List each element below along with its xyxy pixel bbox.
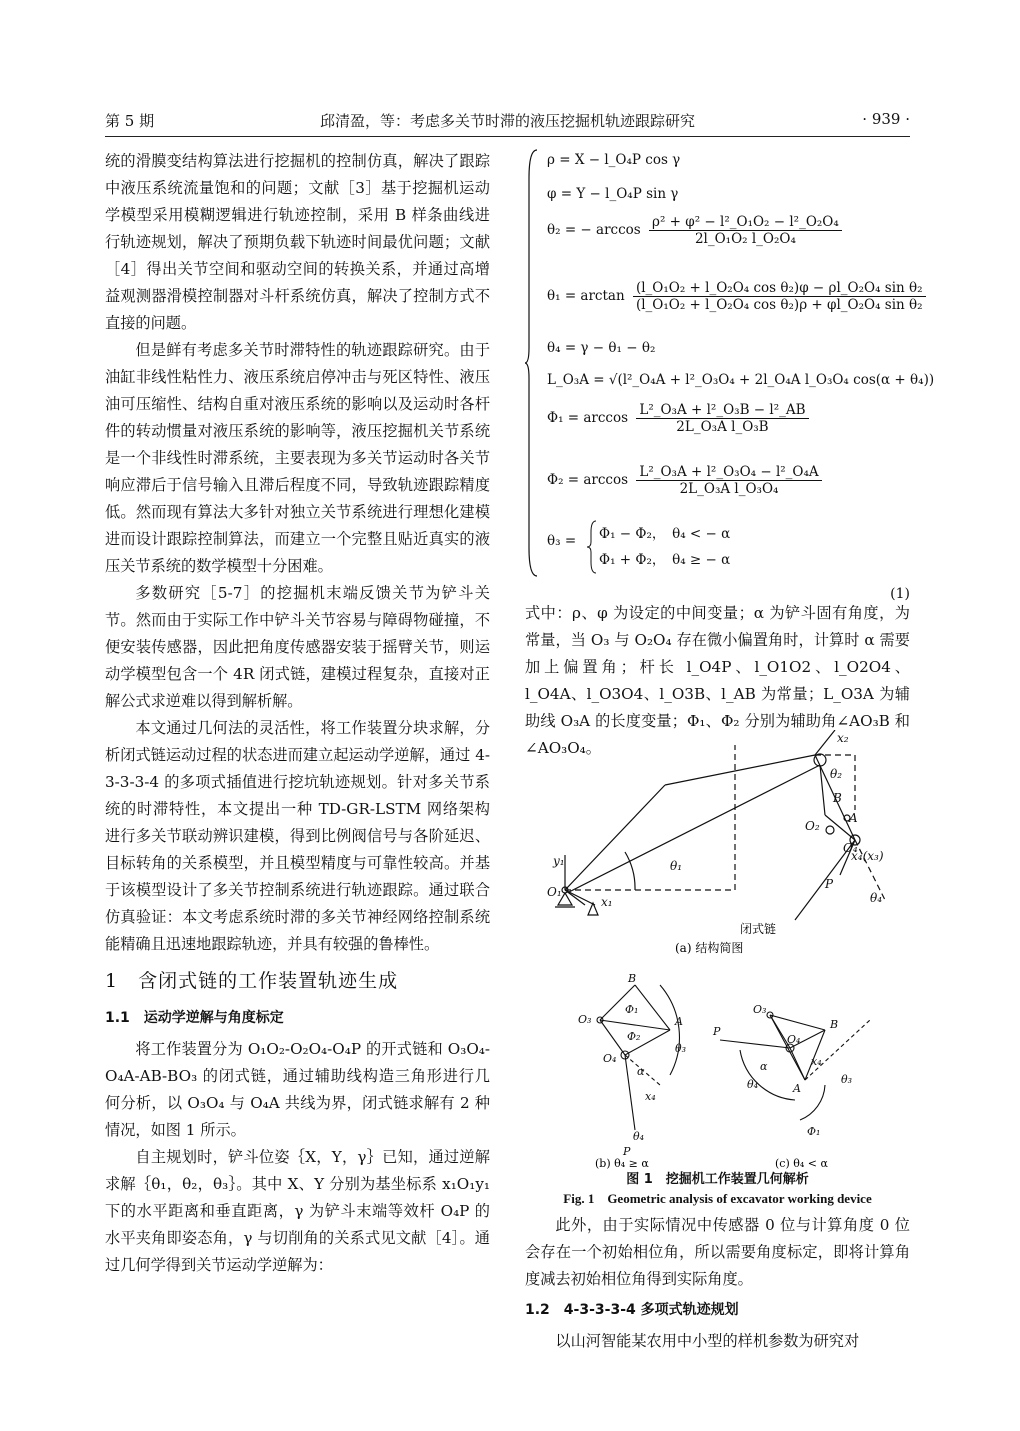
eq-theta4: θ₄ = γ − θ₁ − θ₂ [547, 340, 656, 356]
figure-caption-en: Fig. 1 Geometric analysis of excavator working device [563, 1191, 872, 1206]
structure-diagram [555, 730, 885, 920]
c-x4: x₄ [811, 1055, 822, 1068]
left-column [105, 148, 490, 1279]
eq-phi1-num: L²_O₃A + l²_O₃B − l²_AB [636, 402, 808, 419]
eq-phi1-lhs: Φ₁ = arccos [547, 410, 629, 426]
eq-phi2-num: L²_O₃A + l²_O₃O₄ − l²_O₄A [636, 464, 821, 481]
paragraph: 将工作装置分为 O₁O₂-O₂O₄-O₄P 的开式链和 O₃O₄-O₄A-AB-BO₃ 的闭式链，通过辅助线构造三角形进行几何分析，以 O₃O₄ 与 O₄A 共线为界，闭式链求解有 2 种情况，如图 1 所示。 [105, 1040, 490, 1139]
paragraph: 以山河智能某农用中小型的样机参数为研究对 [555, 1332, 860, 1350]
paragraph: 本文通过几何法的灵活性，将工作装置分块求解，分析闭式链运动过程的状态进而建立起运动学逆解，通过 4-3-3-3-4 的多项式插值进行挖坑轨迹规划。针对多关节系统的时滞特性，本文提出一种 TD-GR-LSTM 网络架构进行多关节联动辨识建模，得到比例阀信号与各阶延迟、目标转角的关系模型，并且模型精度与可靠性较高。并基于该模型设计了多关节控制系统进行轨迹跟踪。通过联合仿真验证：本文考虑系统时滞的多关节神经网络控制系统能精确且迅速地跟踪轨迹，并具有较强的鲁棒性。 [105, 719, 490, 953]
caption-c: (c) θ₄ < α [775, 1157, 828, 1170]
b-x4: x₄ [645, 1090, 656, 1103]
running-header [105, 110, 910, 137]
label-a: A [849, 811, 858, 825]
b-alpha: α [637, 1065, 645, 1078]
page-number: · 939 · [862, 110, 910, 128]
left-brace [525, 148, 539, 578]
c-theta4: θ₄ [747, 1078, 759, 1091]
paragraph: 但是鲜有考虑多关节时滞特性的轨迹跟踪研究。由于油缸非线性粘性力、液压系统启停冲击与死区特性、液压油可压缩性、结构自重对液压系统的影响以及运动时各杆件的转动惯量对液压系统的影响等，液压挖掘机关节系统是一个非线性时滞系统，主要表现为多关节运动时各关节响应滞后于信号输入且滞后程度不同，导致轨迹跟踪精度低。然而现有算法大多针对独立关节系统进行理想化建模进而设计跟踪控制算法，而建立一个完整且贴近真实的液压关节系统的数学模型十分困难。 [105, 341, 490, 575]
subsection-heading: 1.1 运动学逆解与角度标定 [105, 1010, 284, 1026]
b-a: A [675, 1015, 683, 1028]
c-o4: O₄ [787, 1033, 801, 1046]
label-theta4: θ₄ [870, 891, 883, 905]
b-p: P [623, 1145, 631, 1158]
equation-1 [525, 148, 935, 602]
c-o3: O₃ [753, 1003, 767, 1016]
b-theta4: θ₄ [633, 1130, 645, 1143]
caption-a: (a) 结构简图 [675, 941, 744, 955]
eq-rho: ρ = X − l_O₄P cos γ [547, 152, 681, 168]
b-o3: O₃ [578, 1013, 592, 1026]
eq-phi1-den: 2L_O₃A l_O₃B [676, 419, 769, 435]
b-phi2: Φ₂ [627, 1030, 641, 1043]
paragraph: 式中：ρ、φ 为设定的中间变量；α 为铲斗固有角度，为常量，当 O₃ 与 O₂O₄ 存在微小偏置角时，计算时 α 需要加上偏置角；杆长 l_O4P、l_O1O2、l_O2O4、l_O4A、l_O3O4、l_O3B、l_AB 为常量；L_O3A 为辅助线 O₃A 的长度变量；Φ₁、Φ₂ 分别为辅助角∠AO₃B 和∠AO₃O₄。 [525, 604, 910, 757]
label-p: P [825, 877, 834, 891]
eq-theta1-lhs: θ₁ = arctan [547, 288, 625, 304]
b-o4: O₄ [603, 1052, 617, 1065]
section-heading: 1 含闭式链的工作装置轨迹生成 [105, 970, 399, 992]
issue-number: 第 5 期 [105, 112, 155, 130]
b-b: B [628, 972, 637, 985]
label-y1: y₁ [553, 854, 565, 868]
label-theta2: θ₂ [830, 767, 843, 781]
label-theta1: θ₁ [670, 859, 683, 873]
b-phi1: Φ₁ [625, 1003, 639, 1016]
label-o4: O₄ [843, 841, 858, 855]
label-b: B [833, 791, 842, 805]
eq-phi2-lhs: Φ₂ = arccos [547, 472, 629, 488]
caption-b: (b) θ₄ ≥ α [595, 1157, 649, 1170]
eq-theta2-num: ρ² + φ² − l²_O₁O₂ − l²_O₂O₄ [649, 214, 842, 231]
c-p: P [713, 1025, 721, 1038]
figure-1 [525, 730, 910, 1170]
c-phi1: Φ₁ [807, 1125, 821, 1138]
label-x2: x₂ [837, 731, 849, 745]
inner-brace [587, 520, 597, 574]
label-x1: x₁ [601, 895, 613, 909]
figure-caption-cn: 图 1 挖掘机工作装置几何解析 [626, 1172, 809, 1187]
label-x4: x₄(x₃) [851, 849, 884, 863]
c-a: A [793, 1082, 801, 1095]
b-theta3: θ₃ [675, 1042, 687, 1055]
eq-phi: φ = Y − l_O₄P sin γ [547, 186, 679, 202]
c-theta3: θ₃ [841, 1073, 853, 1086]
right-column-continued [525, 1212, 910, 1355]
eq-theta1-den: (l_O₁O₂ + l_O₂O₄ cos θ₂)ρ + φl_O₂O₄ sin θ₂ [635, 297, 923, 313]
c-alpha: α [760, 1060, 768, 1073]
eq-lo3a: L_O₃A = √(l²_O₄A + l²_O₃O₄ + 2l_O₄A l_O₃O₄ cos(α + θ₄)) [547, 372, 935, 388]
paragraph: 多数研究［5-7］的挖掘机末端反馈关节为铲斗关节。然而由于实际工作中铲斗关节容易与障碍物碰撞，不便安装传感器，因此把角度传感器安装于摇臂关节，则运动学模型包含一个 4R 闭式链，建模过程复杂，直接对正解公式求逆难以得到解析解。 [105, 584, 490, 710]
equation-number: (1) [890, 586, 910, 602]
eq-theta2-den: 2l_O₁O₂ l_O₂O₄ [694, 231, 796, 247]
eq-theta3-lhs: θ₃ = [547, 533, 577, 549]
c-b: B [830, 1018, 839, 1031]
subsection-heading: 1.2 4-3-3-3-4 多项式轨迹规划 [525, 1302, 739, 1318]
eq-phi2-den: 2L_O₃A l_O₃O₄ [679, 481, 779, 497]
eq-theta3-case1: Φ₁ − Φ₂， θ₄ < − α [599, 526, 731, 542]
eq-theta1-num: (l_O₁O₂ + l_O₂O₄ cos θ₂)φ − ρl_O₂O₄ sin θ₂ [633, 280, 926, 297]
structure-labels [547, 731, 884, 909]
eq-theta3-case2: Φ₁ + Φ₂， θ₄ ≥ − α [599, 552, 731, 568]
paragraph: 此外，由于实际情况中传感器 0 位与计算角度 0 位会存在一个初始相位角，所以需要角度标定，即将计算角度减去初始相位角得到实际角度。 [525, 1216, 910, 1288]
label-o1: O₁ [547, 885, 562, 899]
paragraph: 自主规划时，铲斗位姿｛X，Y，γ｝已知，通过逆解求解｛θ₁，θ₂，θ₃｝。其中 X、Y 分别为基坐标系 x₁O₁y₁ 下的水平距离和垂直距离，γ 为铲斗末端等效杆 O₄P 的水平夹角即姿态角，γ 与切削角的关系式见文献［4］。通过几何学得到关节运动学逆解为： [105, 1148, 490, 1274]
label-o2: O₂ [805, 819, 820, 833]
figure-1-diagram [525, 730, 910, 1170]
label-closed-chain: 闭式链 [740, 922, 777, 936]
diagram-c [720, 1012, 870, 1120]
labels-c [712, 1003, 852, 1138]
paragraph: 统的滑膜变结构算法进行挖掘机的控制仿真，解决了跟踪中液压系统流量饱和的问题；文献［3］基于挖掘机运动学模型采用模糊逻辑进行轨迹控制，采用 B 样条曲线进行轨迹规划，解决了预期负载下轨迹时间最优问题；文献［4］得出关节空间和驱动空间的转换关系，并通过高增益观测器滑模控制器对斗杆系统仿真，解决了控制方式不直接的问题。 [105, 152, 490, 332]
running-title: 邱清盈，等：考虑多关节时滞的液压挖掘机轨迹跟踪研究 [320, 112, 696, 130]
eq-theta2-lhs: θ₂ = − arccos [547, 222, 641, 238]
